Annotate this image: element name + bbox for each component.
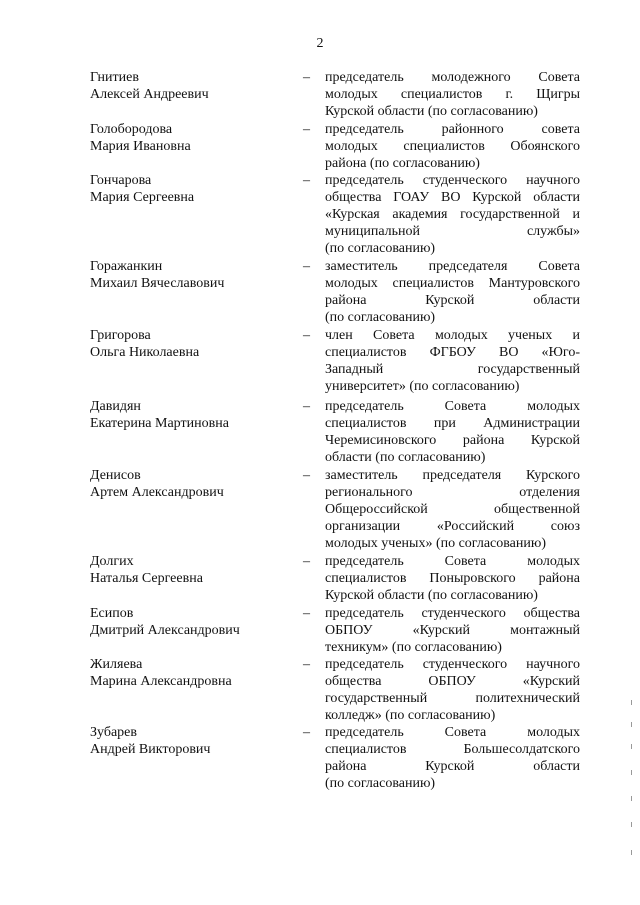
role-description-line: (по согласованию) [325, 310, 436, 325]
role-description-line: (по согласованию) [325, 776, 436, 791]
dash-separator: – [303, 328, 310, 343]
member-role-description [325, 467, 580, 552]
member-name: Гнитиев Алексей Андреевич [90, 70, 209, 102]
member-role-description [325, 121, 580, 172]
role-description-line: председатель Совета молодых [325, 554, 580, 569]
member-name: Жиляева Марина Александровна [90, 657, 232, 689]
role-description-line: ОБПОУ «Курский монтажный [325, 623, 580, 638]
dash-separator: – [303, 606, 310, 621]
role-description-line: член Совета молодых ученых и [325, 328, 580, 343]
role-description-line: председатель молодежного Совета [325, 70, 580, 85]
member-role-description [325, 398, 580, 466]
member-name: Голобородова Мария Ивановна [90, 122, 191, 154]
role-description-line: области (по согласованию) [325, 450, 486, 465]
dash-separator: – [303, 173, 310, 188]
role-description-line: Общероссийской общественной [325, 502, 580, 517]
dash-separator: – [303, 468, 310, 483]
member-name: Григорова Ольга Николаевна [90, 328, 200, 360]
role-description-line: председатель студенческого научного [325, 173, 580, 188]
dash-separator: – [303, 70, 310, 85]
member-name: Есипов Дмитрий Александрович [90, 606, 240, 638]
role-description-line: специалистов Большесолдатского [325, 742, 580, 757]
role-description-line: района Курской области [325, 759, 580, 774]
role-description-line: техникум» (по согласованию) [325, 640, 502, 655]
member-name: Горажанкин Михаил Вячеславович [90, 259, 225, 291]
member-name: Давидян Екатерина Мартиновна [90, 399, 229, 431]
role-description-line: молодых специалистов Мантуровского [325, 276, 580, 291]
role-description-line: Западный государственный [325, 362, 580, 377]
member-role-description [325, 172, 580, 257]
member-role-description [325, 258, 580, 326]
page-number: 2 [316, 36, 324, 51]
member-name: Долгих Наталья Сергеевна [90, 554, 203, 586]
role-description-line: государственный политехнический [325, 691, 580, 706]
member-role-description [325, 553, 580, 604]
member-name: Гончарова Мария Сергеевна [90, 173, 195, 205]
role-description-line: председатель Совета молодых [325, 399, 580, 414]
dash-separator: – [303, 399, 310, 414]
member-role-description [325, 69, 580, 120]
member-role-description [325, 656, 580, 724]
role-description-line: регионального отделения [325, 485, 580, 500]
role-description-line: председатель Совета молодых [325, 725, 580, 740]
role-description-line: района Курской области [325, 293, 580, 308]
role-description-line: (по согласованию) [325, 241, 436, 256]
role-description-line: председатель студенческого научного [325, 657, 580, 672]
member-role-description [325, 327, 580, 395]
member-role-description [325, 724, 580, 792]
role-description-line: «Курская академия государственной и [325, 207, 580, 222]
role-description-line: колледж» (по согласованию) [325, 708, 496, 723]
role-description-line: председатель районного совета [325, 122, 580, 137]
role-description-line: Черемисиновского района Курской [325, 433, 580, 448]
role-description-line: организации «Российский союз [325, 519, 580, 534]
role-description-line: муниципальной службы» [325, 224, 580, 239]
role-description-line: молодых специалистов г. Щигры [325, 87, 580, 102]
role-description-line: председатель студенческого общества [325, 606, 580, 621]
scan-edge-marks [631, 700, 633, 860]
role-description-line: заместитель председателя Курского [325, 468, 580, 483]
dash-separator: – [303, 259, 310, 274]
dash-separator: – [303, 122, 310, 137]
role-description-line: Курской области (по согласованию) [325, 104, 538, 119]
role-description-line: общества ОБПОУ «Курский [325, 674, 580, 689]
member-name: Зубарев Андрей Викторович [90, 725, 211, 757]
role-description-line: специалистов Поныровского района [325, 571, 580, 586]
role-description-line: молодых ученых» (по согласованию) [325, 536, 546, 551]
dash-separator: – [303, 725, 310, 740]
member-role-description [325, 605, 580, 656]
role-description-line: специалистов ФГБОУ ВО «Юго- [325, 345, 580, 360]
member-name: Денисов Артем Александрович [90, 468, 224, 500]
role-description-line: университет» (по согласованию) [325, 379, 520, 394]
dash-separator: – [303, 554, 310, 569]
role-description-line: района (по согласованию) [325, 156, 480, 171]
role-description-line: Курской области (по согласованию) [325, 588, 538, 603]
role-description-line: общества ГОАУ ВО Курской области [325, 190, 580, 205]
role-description-line: молодых специалистов Обоянского [325, 139, 580, 154]
role-description-line: специалистов при Администрации [325, 416, 580, 431]
role-description-line: заместитель председателя Совета [325, 259, 580, 274]
dash-separator: – [303, 657, 310, 672]
